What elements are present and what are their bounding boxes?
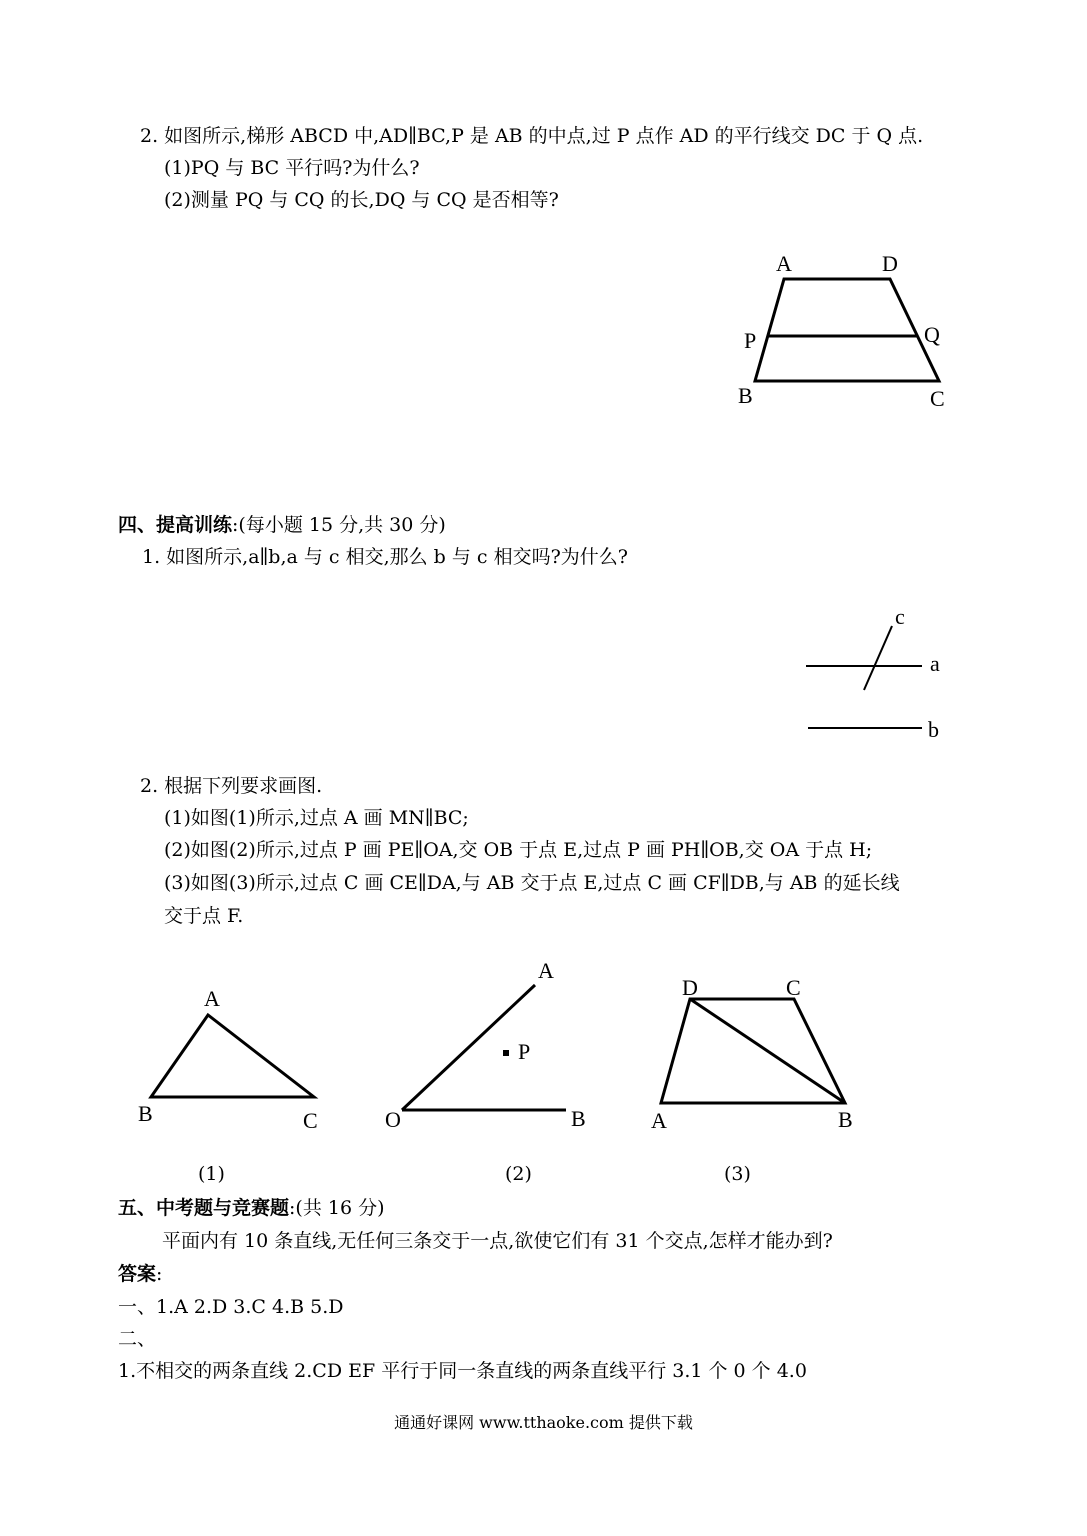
section4-q2-part3-cont: 交于点 F. (164, 905, 244, 927)
answers-row2: 二、 (118, 1328, 157, 1350)
fig2-label-a: A (538, 958, 554, 983)
fig2-label-b: B (571, 1106, 586, 1131)
q2-part1: (1)PQ 与 BC 平行吗?为什么? (164, 157, 420, 179)
trapezoid-dcba (661, 999, 845, 1103)
fig3-label-a: A (651, 1108, 667, 1133)
fig3-caption: (3) (724, 1163, 751, 1185)
section4-header (118, 513, 446, 537)
fig3-label-c: C (786, 975, 801, 1000)
section4-heading: 四、提高训练 (118, 514, 233, 536)
ray-oa (402, 985, 535, 1110)
q2-part2: (2)测量 PQ 与 CQ 的长,DQ 与 CQ 是否相等? (164, 189, 559, 211)
page-footer: 通通好课网 www.tthaoke.com 提供下载 (394, 1413, 693, 1432)
fig3-label-d: D (682, 975, 698, 1000)
section5-heading: 五、中考题与竞赛题 (118, 1197, 290, 1219)
label-q: Q (924, 322, 940, 347)
fig1-label-a: A (204, 986, 220, 1011)
point-p (503, 1050, 509, 1056)
section4-q1: 1. 如图所示,a∥b,a 与 c 相交,那么 b 与 c 相交吗?为什么? (142, 546, 628, 568)
label-a: A (776, 251, 792, 276)
label-line-c: c (895, 604, 905, 629)
fig3-label-b: B (838, 1107, 853, 1132)
answers-heading: 答案 (118, 1263, 157, 1285)
label-p: P (744, 328, 757, 353)
label-d: D (882, 251, 898, 276)
answers-row1: 一、1.A 2.D 3.C 4.B 5.D (118, 1296, 344, 1318)
section4-q2-title: 2. 根据下列要求画图. (140, 775, 323, 797)
fig1-label-b: B (138, 1101, 153, 1126)
answers-header (118, 1262, 162, 1286)
section4-score: :(每小题 15 分,共 30 分) (232, 514, 446, 536)
answers-row3: 1.不相交的两条直线 2.CD EF 平行于同一条直线的两条直线平行 3.1 个 0 个 4.0 (118, 1360, 807, 1382)
diagonal-db (690, 999, 845, 1103)
section4-q2-part1: (1)如图(1)所示,过点 A 画 MN∥BC; (164, 807, 469, 829)
answers-colon: : (156, 1263, 163, 1285)
triangle-abc (151, 1015, 314, 1097)
fig2-label-p: P (518, 1039, 531, 1064)
label-b: B (738, 383, 753, 408)
label-line-b: b (928, 717, 939, 742)
fig1-label-c: C (303, 1108, 318, 1133)
fig2-label-o: O (385, 1107, 401, 1132)
trapezoid-shape (755, 279, 939, 381)
q2-title: 2. 如图所示,梯形 ABCD 中,AD∥BC,P 是 AB 的中点,过 P 点作 AD 的平行线交 DC 于 Q 点. (140, 125, 924, 147)
section5-header (118, 1196, 385, 1220)
section5-score: :(共 16 分) (289, 1197, 385, 1219)
section4-q2-part3: (3)如图(3)所示,过点 C 画 CE∥DA,与 AB 交于点 E,过点 C 画 CF∥DB,与 AB 的延长线 (164, 872, 900, 894)
section5-text: 平面内有 10 条直线,无任何三条交于一点,欲使它们有 31 个交点,怎样才能办到? (162, 1230, 833, 1252)
section4-q2-part2: (2)如图(2)所示,过点 P 画 PE∥OA,交 OB 于点 E,过点 P 画 PH∥OB,交 OA 于点 H; (164, 839, 873, 861)
fig2-caption: (2) (505, 1163, 532, 1185)
label-c: C (930, 386, 945, 411)
label-line-a: a (930, 651, 940, 676)
fig1-caption: (1) (198, 1163, 225, 1185)
line-c (864, 626, 892, 690)
